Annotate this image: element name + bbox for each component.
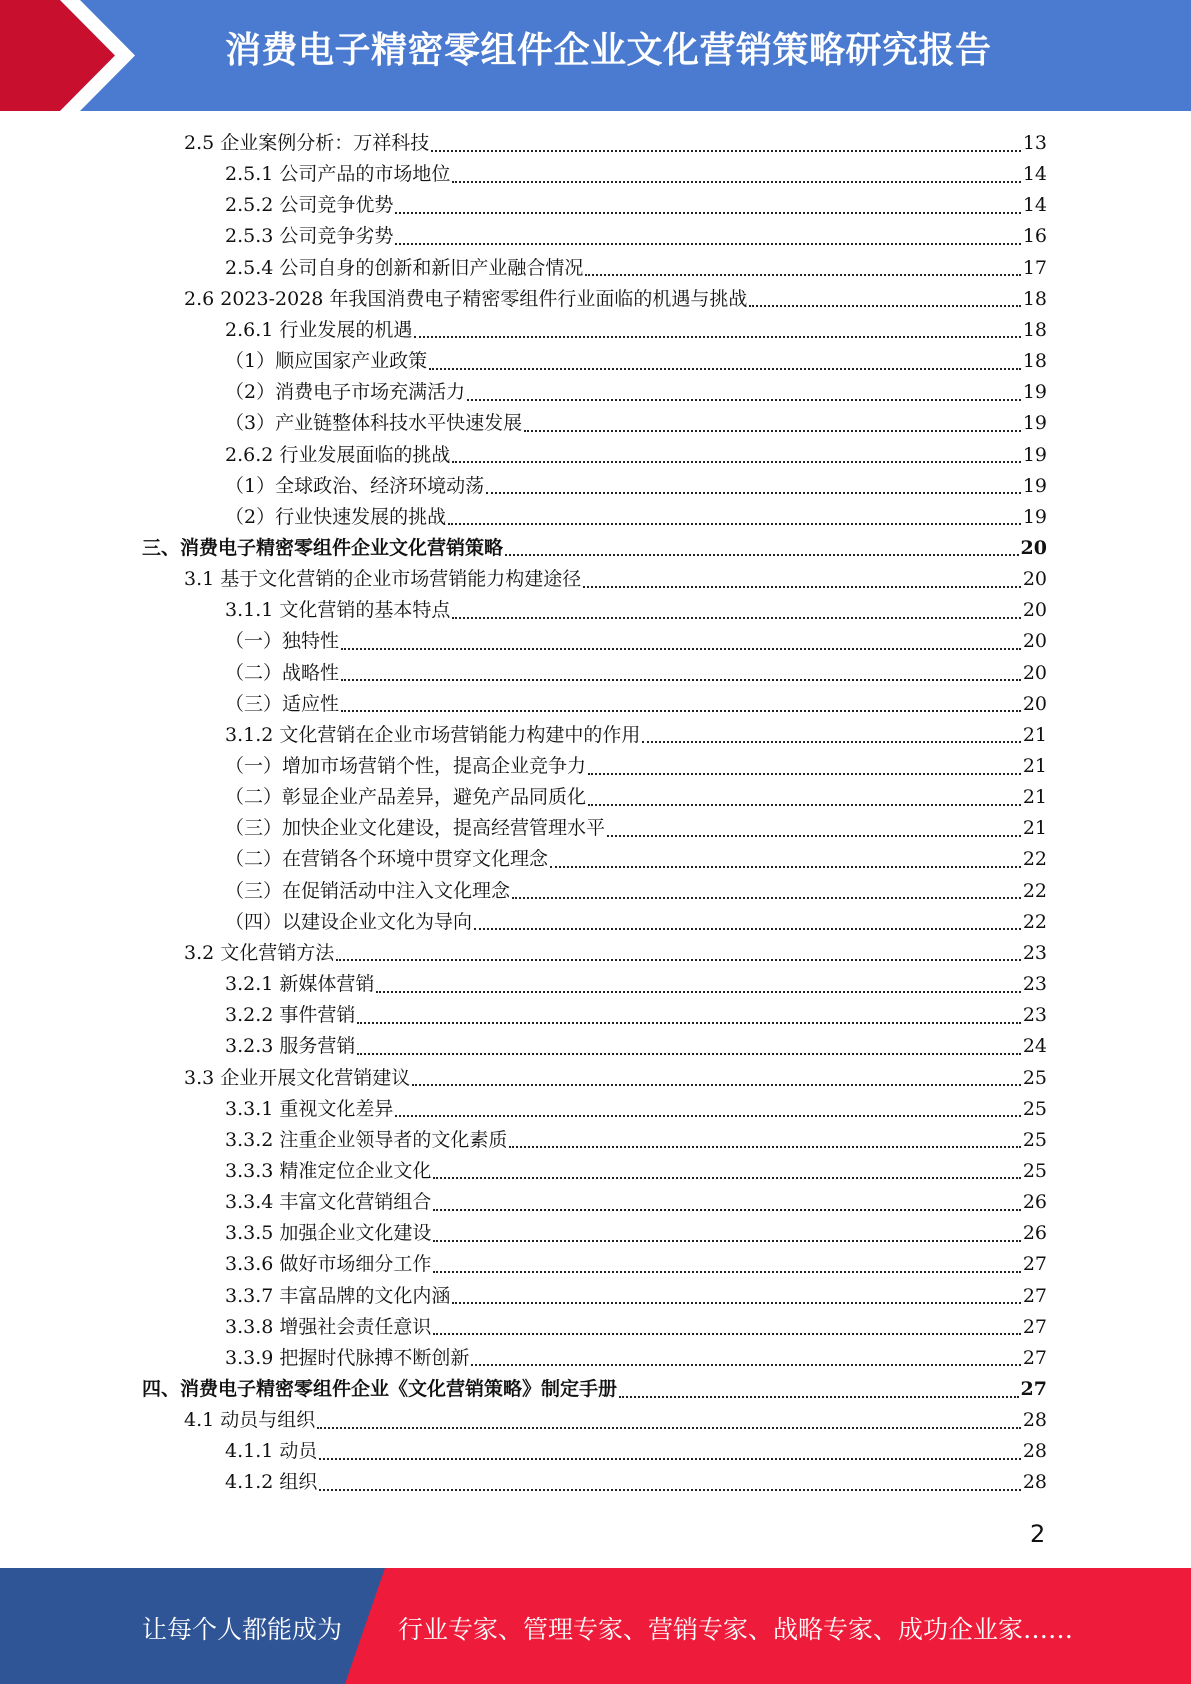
toc-entry-title: 3.3.4 丰富文化营销组合 xyxy=(225,1191,432,1214)
toc-leader-dots xyxy=(474,928,1021,930)
toc-entry-page: 27 xyxy=(1022,1346,1047,1369)
toc-leader-dots xyxy=(588,773,1021,775)
toc-leader-dots xyxy=(319,1458,1020,1460)
toc-entry-title: 2.5.3 公司竞争劣势 xyxy=(225,225,394,248)
toc-leader-dots xyxy=(433,1177,1020,1179)
toc-leader-dots xyxy=(395,212,1020,214)
toc-entry[interactable] xyxy=(225,1187,1047,1218)
toc-leader-dots xyxy=(433,1240,1020,1242)
toc-entry-page: 20 xyxy=(1020,536,1047,559)
toc-entry-page: 17 xyxy=(1022,256,1047,279)
toc-entry[interactable] xyxy=(225,907,1047,938)
toc-leader-dots xyxy=(341,679,1021,681)
toc-leader-dots xyxy=(357,1053,1020,1055)
toc-entry-page: 25 xyxy=(1022,1128,1047,1151)
toc-leader-dots xyxy=(412,1084,1021,1086)
toc-leader-dots xyxy=(471,1364,1020,1366)
toc-entry[interactable] xyxy=(225,502,1047,533)
toc-entry[interactable] xyxy=(225,1156,1047,1187)
toc-entry[interactable] xyxy=(225,190,1047,221)
toc-entry[interactable] xyxy=(142,1374,1047,1405)
toc-entry-page: 23 xyxy=(1022,973,1047,996)
toc-entry-title: 2.5.4 公司自身的创新和新旧产业融合情况 xyxy=(225,256,584,279)
toc-entry-title: （3）产业链整体科技水平快速发展 xyxy=(225,412,523,435)
toc-entry[interactable] xyxy=(225,159,1047,190)
toc-entry[interactable] xyxy=(184,284,1047,315)
toc-entry-page: 25 xyxy=(1022,1159,1047,1182)
toc-entry-page: 19 xyxy=(1022,443,1047,466)
toc-entry-title: 2.5 企业案例分析：万祥科技 xyxy=(184,132,430,154)
toc-entry[interactable] xyxy=(225,1094,1047,1125)
toc-entry[interactable] xyxy=(225,221,1047,252)
toc-entry[interactable] xyxy=(184,938,1047,969)
toc-entry-page: 24 xyxy=(1022,1035,1047,1058)
toc-leader-dots xyxy=(433,1209,1020,1211)
toc-entry-title: 3.1.1 文化营销的基本特点 xyxy=(225,599,451,622)
toc-entry[interactable] xyxy=(184,1063,1047,1094)
toc-entry-page: 20 xyxy=(1022,661,1047,684)
toc-entry[interactable] xyxy=(225,1467,1047,1498)
toc-leader-dots xyxy=(642,741,1020,743)
toc-entry-page: 22 xyxy=(1022,910,1047,933)
toc-entry-page: 14 xyxy=(1022,163,1047,186)
toc-entry[interactable] xyxy=(225,1125,1047,1156)
toc-entry-title: （一）增加市场营销个性，提高企业竞争力 xyxy=(225,755,587,777)
toc-entry-title: 3.3.9 把握时代脉搏不断创新 xyxy=(225,1346,470,1369)
toc-entry-page: 14 xyxy=(1022,194,1047,217)
toc-entry-page: 21 xyxy=(1022,786,1047,809)
toc-entry-title: 2.5.2 公司竞争优势 xyxy=(225,194,394,217)
toc-entry[interactable] xyxy=(225,751,1047,782)
toc-entry-title: （2）行业快速发展的挑战 xyxy=(225,505,447,528)
toc-entry-page: 16 xyxy=(1022,225,1047,248)
toc-entry-page: 20 xyxy=(1022,599,1047,622)
toc-leader-dots xyxy=(341,648,1021,650)
toc-leader-dots xyxy=(512,897,1021,899)
toc-entry-page: 27 xyxy=(1022,1253,1047,1276)
toc-entry[interactable] xyxy=(225,315,1047,346)
toc-entry[interactable] xyxy=(225,595,1047,626)
toc-leader-dots xyxy=(336,959,1021,961)
footer-slogan-left: 让每个人都能成为 xyxy=(142,1615,343,1644)
toc-leader-dots xyxy=(341,710,1021,712)
toc-entry-page: 20 xyxy=(1022,692,1047,715)
toc-leader-dots xyxy=(452,181,1020,183)
toc-entry-title: （四）以建设企业文化为导向 xyxy=(225,910,473,933)
toc-entry-title: （一）独特性 xyxy=(225,630,340,653)
toc-leader-dots xyxy=(486,492,1021,494)
toc-entry-page: 26 xyxy=(1022,1191,1047,1214)
toc-leader-dots xyxy=(749,305,1020,307)
toc-entry-page: 18 xyxy=(1022,287,1047,310)
toc-entry-page: 18 xyxy=(1022,350,1047,373)
toc-entry[interactable] xyxy=(184,128,1047,159)
toc-entry-title: （二）战略性 xyxy=(225,661,340,684)
toc-leader-dots xyxy=(524,430,1021,432)
toc-leader-dots xyxy=(550,866,1021,868)
toc-entry-page: 28 xyxy=(1022,1440,1047,1463)
toc-entry-page: 22 xyxy=(1022,848,1047,871)
toc-entry-title: （三）适应性 xyxy=(225,692,340,715)
footer-slogan-right: 行业专家、管理专家、营销专家、战略专家、成功企业家…… xyxy=(398,1615,1074,1644)
toc-entry-page: 21 xyxy=(1022,723,1047,746)
toc-entry[interactable] xyxy=(225,377,1047,408)
toc-entry-page: 26 xyxy=(1022,1222,1047,1245)
toc-entry[interactable] xyxy=(225,253,1047,284)
toc-entry[interactable] xyxy=(225,471,1047,502)
toc-entry[interactable] xyxy=(225,1218,1047,1249)
toc-leader-dots xyxy=(619,1396,1019,1398)
toc-entry[interactable] xyxy=(225,1343,1047,1374)
toc-entry-title: 3.2.3 服务营销 xyxy=(225,1035,356,1058)
toc-entry-page: 25 xyxy=(1022,1066,1047,1089)
toc-leader-dots xyxy=(429,368,1021,370)
toc-entry-title: 2.6.1 行业发展的机遇 xyxy=(225,318,413,341)
toc-entry-title: 3.2 文化营销方法 xyxy=(184,941,335,964)
document-title: 消费电子精密零组件企业文化营销策略研究报告 xyxy=(225,30,992,71)
toc-entry[interactable] xyxy=(225,626,1047,657)
toc-entry-title: （二）在营销各个环境中贯穿文化理念 xyxy=(225,848,549,871)
toc-entry-page: 21 xyxy=(1022,755,1047,777)
toc-entry-page: 19 xyxy=(1022,381,1047,404)
toc-entry-title: 3.3.6 做好市场细分工作 xyxy=(225,1253,432,1276)
toc-entry[interactable] xyxy=(225,1436,1047,1467)
toc-entry[interactable] xyxy=(225,720,1047,751)
toc-leader-dots xyxy=(317,1427,1021,1429)
toc-entry-title: 三、消费电子精密零组件企业文化营销策略 xyxy=(142,536,504,559)
toc-entry[interactable] xyxy=(225,689,1047,720)
toc-entry-title: （2）消费电子市场充满活力 xyxy=(225,381,466,404)
toc-entry-title: 3.1 基于文化营销的企业市场营销能力构建途径 xyxy=(184,568,582,591)
toc-entry-title: （三）在促销活动中注入文化理念 xyxy=(225,879,511,902)
toc-entry[interactable] xyxy=(225,876,1047,907)
toc-entry-page: 19 xyxy=(1022,474,1047,497)
toc-leader-dots xyxy=(505,554,1019,556)
page-number: 2 xyxy=(1030,1520,1046,1548)
toc-leader-dots xyxy=(452,1302,1020,1304)
toc-entry-page: 23 xyxy=(1022,1004,1047,1027)
toc-entry-title: 3.3.1 重视文化差异 xyxy=(225,1097,394,1120)
toc-entry[interactable] xyxy=(225,1031,1047,1062)
toc-entry-title: 3.2.2 事件营销 xyxy=(225,1004,356,1027)
toc-entry[interactable] xyxy=(225,440,1047,471)
toc-entry-title: （三）加快企业文化建设，提高经营管理水平 xyxy=(225,817,606,840)
toc-entry-title: 3.3.8 增强社会责任意识 xyxy=(225,1315,432,1338)
toc-leader-dots xyxy=(585,274,1020,276)
toc-leader-dots xyxy=(395,243,1020,245)
toc-entry-page: 21 xyxy=(1022,817,1047,840)
toc-leader-dots xyxy=(452,461,1020,463)
toc-entry-title: 2.5.1 公司产品的市场地位 xyxy=(225,163,451,186)
toc-entry[interactable] xyxy=(225,658,1047,689)
toc-leader-dots xyxy=(376,991,1020,993)
toc-entry-title: 3.3 企业开展文化营销建议 xyxy=(184,1066,411,1089)
toc-entry-title: （二）彰显企业产品差异，避免产品同质化 xyxy=(225,786,587,809)
toc-leader-dots xyxy=(583,586,1021,588)
toc-entry-title: 4.1 动员与组织 xyxy=(184,1409,316,1432)
toc-entry-page: 27 xyxy=(1022,1284,1047,1307)
toc-entry-title: 3.3.5 加强企业文化建设 xyxy=(225,1222,432,1245)
toc-leader-dots xyxy=(431,150,1021,152)
toc-entry[interactable] xyxy=(225,969,1047,1000)
toc-entry[interactable] xyxy=(225,408,1047,439)
toc-entry-page: 20 xyxy=(1022,568,1047,591)
toc-entry-page: 27 xyxy=(1020,1378,1047,1400)
toc-entry-title: 3.1.2 文化营销在企业市场营销能力构建中的作用 xyxy=(225,723,641,746)
toc-leader-dots xyxy=(467,399,1021,401)
toc-entry[interactable] xyxy=(225,1312,1047,1343)
toc-entry[interactable] xyxy=(225,1281,1047,1312)
toc-entry-page: 27 xyxy=(1022,1315,1047,1338)
toc-entry-title: 3.3.3 精准定位企业文化 xyxy=(225,1159,432,1182)
toc-entry-title: 四、消费电子精密零组件企业《文化营销策略》制定手册 xyxy=(142,1378,618,1400)
toc-entry-title: 2.6 2023-2028 年我国消费电子精密零组件行业面临的机遇与挑战 xyxy=(184,287,748,310)
toc-leader-dots xyxy=(357,1022,1020,1024)
toc-entry-page: 25 xyxy=(1022,1097,1047,1120)
toc-entry-page: 18 xyxy=(1022,318,1047,341)
toc-entry-page: 28 xyxy=(1022,1409,1047,1432)
toc-entry-title: 3.3.2 注重企业领导者的文化素质 xyxy=(225,1128,508,1151)
toc-leader-dots xyxy=(395,1115,1020,1117)
toc-entry-page: 23 xyxy=(1022,941,1047,964)
toc-entry[interactable] xyxy=(225,782,1047,813)
toc-entry-title: 3.3.7 丰富品牌的文化内涵 xyxy=(225,1284,451,1307)
toc-entry-title: 3.2.1 新媒体营销 xyxy=(225,973,375,996)
toc-entry-page: 22 xyxy=(1022,879,1047,902)
toc-entry[interactable] xyxy=(142,533,1047,564)
toc-leader-dots xyxy=(448,523,1021,525)
toc-entry[interactable] xyxy=(225,1000,1047,1031)
toc-leader-dots xyxy=(452,617,1020,619)
toc-entry[interactable] xyxy=(184,564,1047,595)
toc-leader-dots xyxy=(319,1489,1020,1491)
toc-entry-title: 4.1.2 组织 xyxy=(225,1471,318,1494)
toc-leader-dots xyxy=(414,336,1020,338)
toc-entry[interactable] xyxy=(225,844,1047,875)
toc-entry[interactable] xyxy=(225,1249,1047,1280)
toc-leader-dots xyxy=(607,835,1021,837)
toc-leader-dots xyxy=(509,1146,1020,1148)
toc-leader-dots xyxy=(588,804,1021,806)
toc-entry-title: （1）全球政治、经济环境动荡 xyxy=(225,474,485,497)
toc-entry-title: 4.1.1 动员 xyxy=(225,1440,318,1463)
toc-leader-dots xyxy=(433,1333,1020,1335)
toc-entry-page: 20 xyxy=(1022,630,1047,653)
toc-leader-dots xyxy=(433,1271,1020,1273)
toc-entry-title: 2.6.2 行业发展面临的挑战 xyxy=(225,443,451,466)
toc-entry-page: 19 xyxy=(1022,412,1047,435)
toc-entry[interactable] xyxy=(184,1405,1047,1436)
toc-entry[interactable] xyxy=(225,813,1047,844)
toc-entry-page: 28 xyxy=(1022,1471,1047,1494)
toc-entry-page: 13 xyxy=(1022,132,1047,154)
toc-entry-page: 19 xyxy=(1022,505,1047,528)
toc-entry-title: （1）顺应国家产业政策 xyxy=(225,350,428,373)
header-chevron-decoration xyxy=(0,0,150,111)
page-header xyxy=(0,0,1191,111)
toc-entry[interactable] xyxy=(225,346,1047,377)
